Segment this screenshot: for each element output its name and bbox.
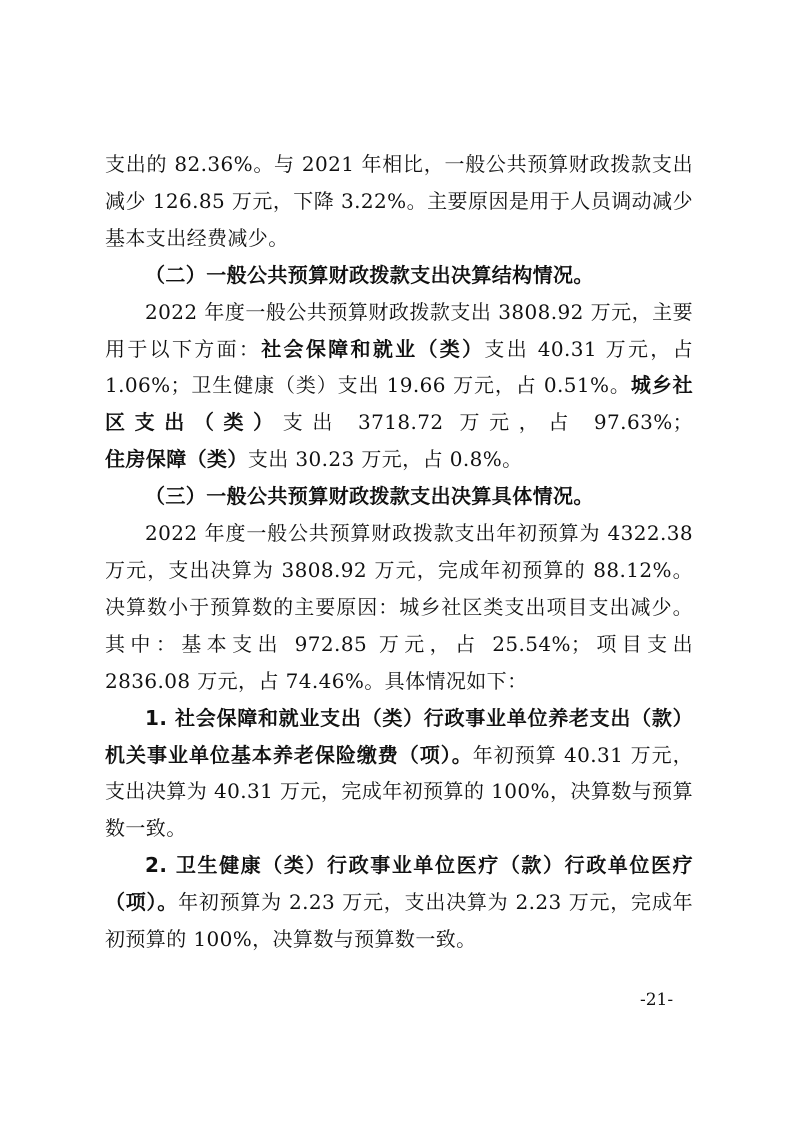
heading-text: （二）一般公共预算财政拨款支出决算结构情况。 [145, 262, 594, 287]
section-heading-3 [105, 478, 693, 515]
page-number: -21- [640, 990, 674, 1010]
list-item-2 [105, 847, 693, 958]
text-run: 支出的 82.36%。与 2021 年相比，一般公共预算财政拨款支出减少 126.85 万元，下降 3.22%。主要原因是用于人员调动减少基本支出经费减少。 [105, 152, 693, 250]
heading-text: （三）一般公共预算财政拨款支出决算具体情况。 [145, 484, 594, 509]
bold-run: 社会保障和就业（类） [261, 336, 485, 361]
paragraph-structure [105, 294, 693, 479]
text-run: 支出 3718.72 万元，占 97.63%； [282, 410, 693, 435]
text-run: 年初预算 40.31 万元，支出决算为 40.31 万元，完成年初预算的 100%，决算数与预算数一致。 [105, 742, 694, 841]
paragraph-details [105, 515, 693, 700]
bold-run: 城乡社区支出（类） [105, 373, 693, 435]
bold-run: 1. 社会保障和就业支出（类）行政事业单位养老支出（款）机关事业单位基本养老保险缴费（项）。 [105, 705, 693, 767]
body-text [105, 146, 693, 958]
bold-run: 住房保障（类） [105, 447, 248, 472]
text-run: 支出 40.31 万元，占 1.06%；卫生健康（类）支出 19.66 万元，占 0.51%。 [105, 336, 694, 398]
paragraph-continuation [105, 146, 693, 257]
text-run: 2022 年度一般公共预算财政拨款支出年初预算为 4322.38 万元，支出决算为 3808.92 万元，完成年初预算的 88.12%。决算数小于预算数的主要原因：城乡社区类支出项目支出减少。其中：基本支出 972.85 万元，占 25.54%；项目支出 2836.08 万元，占 74.46%。具体情况如下： [105, 521, 693, 693]
text-run: 支出 30.23 万元，占 0.8%。 [247, 447, 523, 472]
bold-run: 2. 卫生健康（类）行政事业单位医疗（款）行政单位医疗（项）。 [105, 853, 693, 915]
text-run: 年初预算为 2.23 万元，支出决算为 2.23 万元，完成年初预算的 100%，决算数与预算数一致。 [105, 890, 693, 952]
list-item-1 [105, 700, 693, 848]
text-run: 2022 年度一般公共预算财政拨款支出 3808.92 万元，主要用于以下方面： [105, 299, 693, 361]
section-heading-2 [105, 257, 693, 294]
